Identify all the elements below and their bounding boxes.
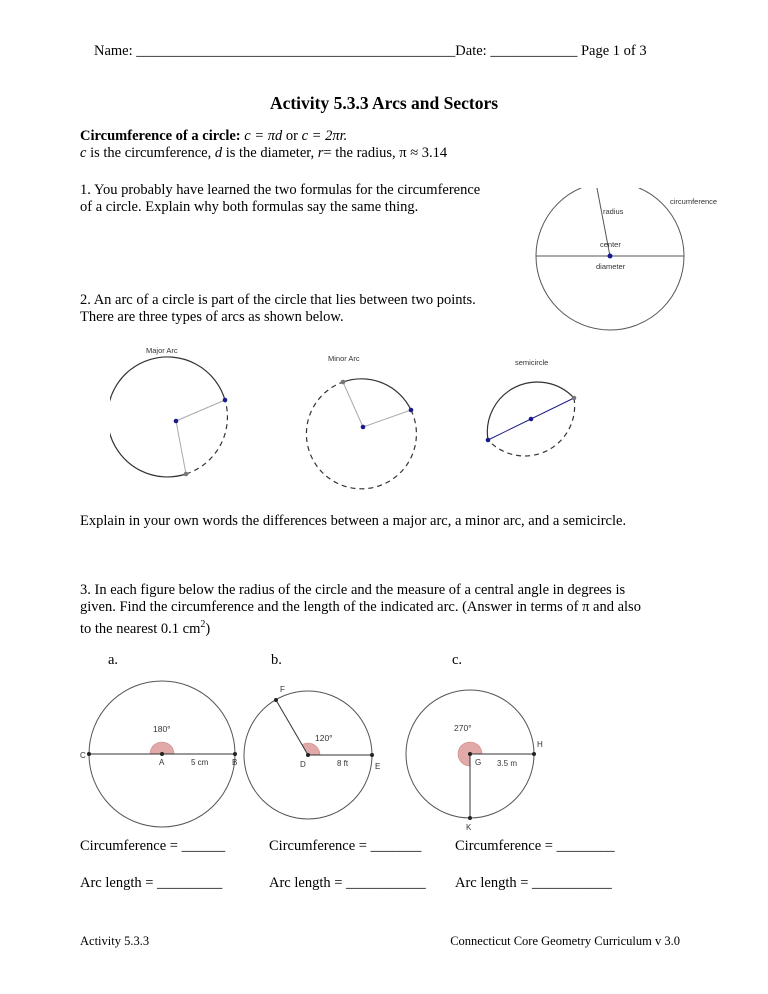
minor-arc-point-2 <box>409 408 414 413</box>
figure-c-angle: 270° <box>454 723 472 733</box>
circumference-b-blank[interactable]: Circumference = _______ <box>269 838 422 854</box>
figure-b-label-f: F <box>280 685 285 694</box>
major-arc-radius-1 <box>176 400 225 421</box>
parts-center-dot <box>608 254 613 259</box>
semicircle-solid <box>487 382 574 440</box>
question-3-line-3-text: to the nearest 0.1 cm <box>80 620 201 637</box>
figure-c-point-g <box>468 752 472 756</box>
figure-c-point-k <box>468 816 472 820</box>
parts-radius-label: radius <box>603 207 624 216</box>
figure-a-point-c <box>87 752 91 756</box>
page-number: Page 1 of 3 <box>580 43 647 59</box>
question-3-line-3-close: ) <box>205 620 211 637</box>
question-2-explain: Explain in your own words the differences between a major arc, a minor arc, and a semicircle. <box>80 513 627 529</box>
var-r: r <box>317 145 324 161</box>
major-arc-label: Major Arc <box>146 346 178 355</box>
figure-c-circle-diagram <box>405 680 575 835</box>
legend-text-1: is the circumference, <box>86 145 215 161</box>
question-1-line-2: of a circle. Explain why both formulas say the same thing. <box>80 199 419 215</box>
circumference-definition <box>80 128 347 145</box>
figure-b-point-e <box>370 753 374 757</box>
legend-text-3: = the radius, π ≈ 3.14 <box>323 145 448 161</box>
figure-c-label-g: G <box>475 758 482 767</box>
major-arc-solid <box>110 357 225 477</box>
question-1-line-1: 1. You probably have learned the two formulas for the circumference <box>80 182 481 198</box>
parts-diameter-label: diameter <box>596 262 626 271</box>
legend-text-2: is the diameter, <box>222 145 318 161</box>
figure-c-label: c. <box>452 652 463 668</box>
date-label: Date: <box>455 43 487 59</box>
figure-a-label-c: C <box>80 751 86 760</box>
arc-length-b-blank[interactable]: Arc length = ___________ <box>269 875 426 891</box>
page-title: Activity 5.3.3 Arcs and Sectors <box>269 93 499 113</box>
semicircle-label: semicircle <box>515 358 549 367</box>
figure-b-label-e: E <box>375 762 381 771</box>
question-3-line-3 <box>80 616 210 638</box>
formula-radius: c = 2πr. <box>301 128 348 144</box>
figure-b-label-d: D <box>300 760 306 769</box>
semicircle-point-2 <box>572 396 577 401</box>
squared-superscript: 2 <box>200 619 206 630</box>
figure-b-radius-label: 8 ft <box>337 759 349 768</box>
minor-arc-radius-2 <box>363 410 411 427</box>
major-arc-center <box>174 419 179 424</box>
figure-c-label-h: H <box>537 740 543 749</box>
figure-c-label-k: K <box>466 823 472 832</box>
figure-b-point-d <box>306 753 310 757</box>
circumference-c-blank[interactable]: Circumference = ________ <box>455 838 615 854</box>
figure-a-point-a <box>160 752 164 756</box>
figure-a-angle: 180° <box>153 724 171 734</box>
parts-circumference-label: circumference <box>670 197 718 206</box>
major-arc-radius-2 <box>176 421 186 474</box>
major-arc-dashed <box>186 400 227 474</box>
figure-c-point-h <box>532 752 536 756</box>
header-line <box>94 43 647 60</box>
figure-a-point-b <box>233 752 237 756</box>
circle-parts-diagram <box>530 188 730 338</box>
arc-length-a-blank[interactable]: Arc length = _________ <box>80 875 223 891</box>
circumference-heading: Circumference of a circle: <box>80 128 241 144</box>
or-text: or <box>285 128 298 144</box>
question-2-line-1: 2. An arc of a circle is part of the circle that lies between two points. <box>80 292 476 308</box>
figure-c-radius-label: 3.5 m <box>497 759 518 768</box>
minor-arc-center <box>361 425 366 430</box>
minor-arc-label: Minor Arc <box>328 354 360 363</box>
semicircle-dashed <box>488 398 575 456</box>
semicircle-point-1 <box>486 438 491 443</box>
figure-b-label: b. <box>271 652 282 668</box>
var-d: d <box>214 145 223 161</box>
figure-a-label-b: B <box>232 758 238 767</box>
arc-length-c-blank[interactable]: Arc length = ___________ <box>455 875 612 891</box>
figure-a-label-a: A <box>159 758 165 767</box>
formula-diameter: c = πd <box>244 128 283 144</box>
question-3-line-1: 3. In each figure below the radius of the circle and the measure of a central angle in degrees is <box>80 582 626 598</box>
name-label: Name: <box>94 43 133 59</box>
major-arc-point-2 <box>184 472 189 477</box>
question-3-line-2: given. Find the circumference and the length of the indicated arc. (Answer in terms of π and also <box>80 599 641 615</box>
name-blank: ____________________________________________ <box>136 43 456 59</box>
figure-b-angle: 120° <box>315 733 333 743</box>
figure-a-label: a. <box>108 652 119 668</box>
semicircle-center <box>529 417 534 422</box>
circumference-a-blank[interactable]: Circumference = ______ <box>80 838 226 854</box>
parts-center-label: center <box>600 240 621 249</box>
footer-left: Activity 5.3.3 <box>80 934 150 948</box>
footer-right: Connecticut Core Geometry Curriculum v 3.0 <box>450 934 680 948</box>
figure-b-circle-diagram <box>243 680 413 835</box>
minor-arc-point-1 <box>341 380 346 385</box>
arc-types-figure <box>110 340 600 490</box>
question-2-line-2: There are three types of arcs as shown below. <box>80 309 344 325</box>
var-c: c <box>80 145 87 161</box>
figure-b-radius-df <box>276 700 308 755</box>
variable-legend <box>80 145 447 162</box>
figure-a-radius-label: 5 cm <box>191 758 209 767</box>
date-blank: ____________ <box>490 43 578 59</box>
minor-arc-radius-1 <box>343 382 363 427</box>
minor-arc-dashed <box>306 382 416 489</box>
figure-a-circle-diagram <box>80 680 250 835</box>
major-arc-point-1 <box>223 398 228 403</box>
figure-b-point-f <box>274 698 278 702</box>
